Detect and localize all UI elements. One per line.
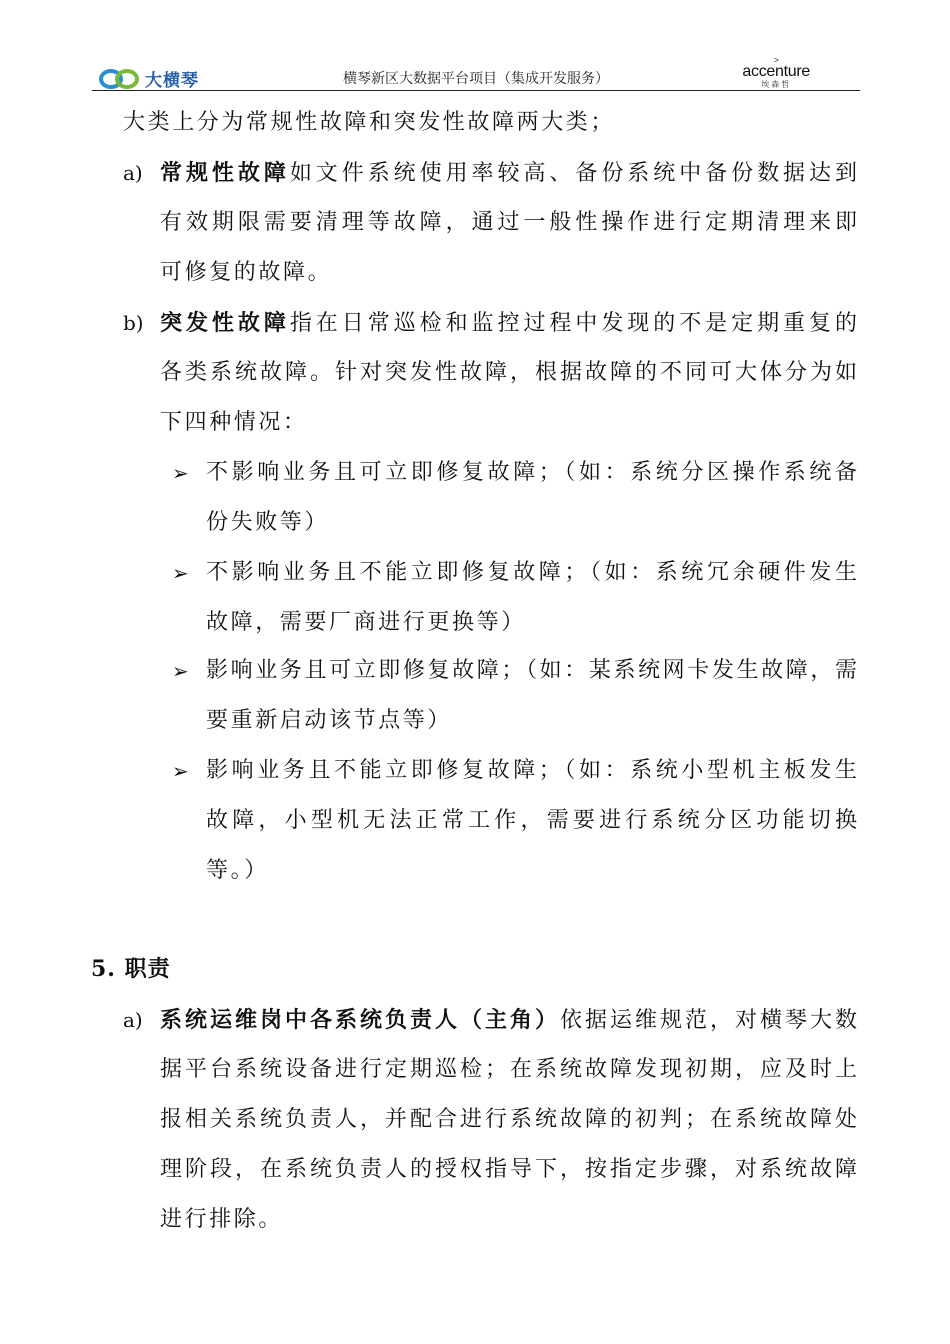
section-5-heading: 5. 职责 <box>91 956 171 982</box>
logo-left-text: 大横琴 <box>145 71 199 91</box>
item-a-label: a) <box>123 161 143 185</box>
bullet-4-line-2: 故障，小型机无法正常工作，需要进行系统分区功能切换 <box>206 808 857 833</box>
item-a-line-2: 有效期限需要清理等故障，通过一般性操作进行定期清理来即 <box>160 210 857 235</box>
section-5-item-a-text: 依据运维规范，对横琴大数 <box>559 1008 857 1033</box>
item-b-bold-term: 突发性故障 <box>160 310 290 336</box>
section-5-item-a-line-5: 进行排除。 <box>160 1207 284 1232</box>
accenture-cn-text: 埃森哲 <box>761 80 792 89</box>
item-a-line-1 <box>160 158 857 188</box>
arrow-bullet-icon: ➢ <box>172 659 189 683</box>
bullet-4-line-1: 影响业务且不能立即修复故障；（如：系统小型机主板发生 <box>206 758 857 783</box>
section-5-item-a-label: a) <box>123 1008 143 1032</box>
item-a-text: 如文件系统使用率较高、备份系统中备份数据达到 <box>289 161 857 186</box>
item-b-line-3: 下四种情况： <box>160 410 308 435</box>
item-b-label: b) <box>123 311 144 335</box>
section-5-item-a-line-1 <box>160 1005 857 1035</box>
section-5-bold-term: 系统运维岗中各系统负责人（主角） <box>160 1007 560 1033</box>
accenture-caret-icon: > <box>773 55 779 65</box>
section-5-item-a-line-3: 报相关系统负责人，并配合进行系统故障的初判；在系统故障处 <box>160 1107 857 1132</box>
bullet-2-line-2: 故障，需要厂商进行更换等） <box>206 610 526 635</box>
bullet-3-line-1: 影响业务且可立即修复故障；（如：某系统网卡发生故障，需 <box>206 658 857 683</box>
section-5-item-a-line-4: 理阶段，在系统负责人的授权指导下，按指定步骤，对系统故障 <box>160 1157 857 1182</box>
page-header <box>92 55 860 91</box>
item-b-line-2: 各类系统故障。针对突发性故障，根据故障的不同可大体分为如 <box>160 360 857 385</box>
bullet-2-line-1: 不影响业务且不能立即修复故障；（如：系统冗余硬件发生 <box>206 560 857 585</box>
section-5-item-a-line-2: 据平台系统设备进行定期巡检；在系统故障发现初期，应及时上 <box>160 1057 857 1082</box>
arrow-bullet-icon: ➢ <box>172 759 189 783</box>
item-a-bold-term: 常规性故障 <box>160 160 290 186</box>
header-title: 横琴新区大数据平台项目（集成开发服务） <box>343 71 609 87</box>
bullet-1-line-1: 不影响业务且可立即修复故障；（如：系统分区操作系统备 <box>206 460 857 485</box>
item-a-line-3: 可修复的故障。 <box>160 260 333 285</box>
arrow-bullet-icon: ➢ <box>172 561 189 585</box>
intro-paragraph: 大类上分为常规性故障和突发性故障两大类； <box>123 110 616 135</box>
bullet-3-line-2: 要重新启动该节点等） <box>206 708 453 733</box>
item-b-text: 指在日常巡检和监控过程中发现的不是定期重复的 <box>289 311 857 336</box>
accenture-wordmark: accenture <box>742 63 810 80</box>
item-b-line-1 <box>160 308 857 338</box>
bullet-1-line-2: 份失败等） <box>206 510 330 535</box>
accenture-logo <box>742 56 810 89</box>
bullet-4-line-3: 等。） <box>206 858 269 883</box>
arrow-bullet-icon: ➢ <box>172 461 189 485</box>
